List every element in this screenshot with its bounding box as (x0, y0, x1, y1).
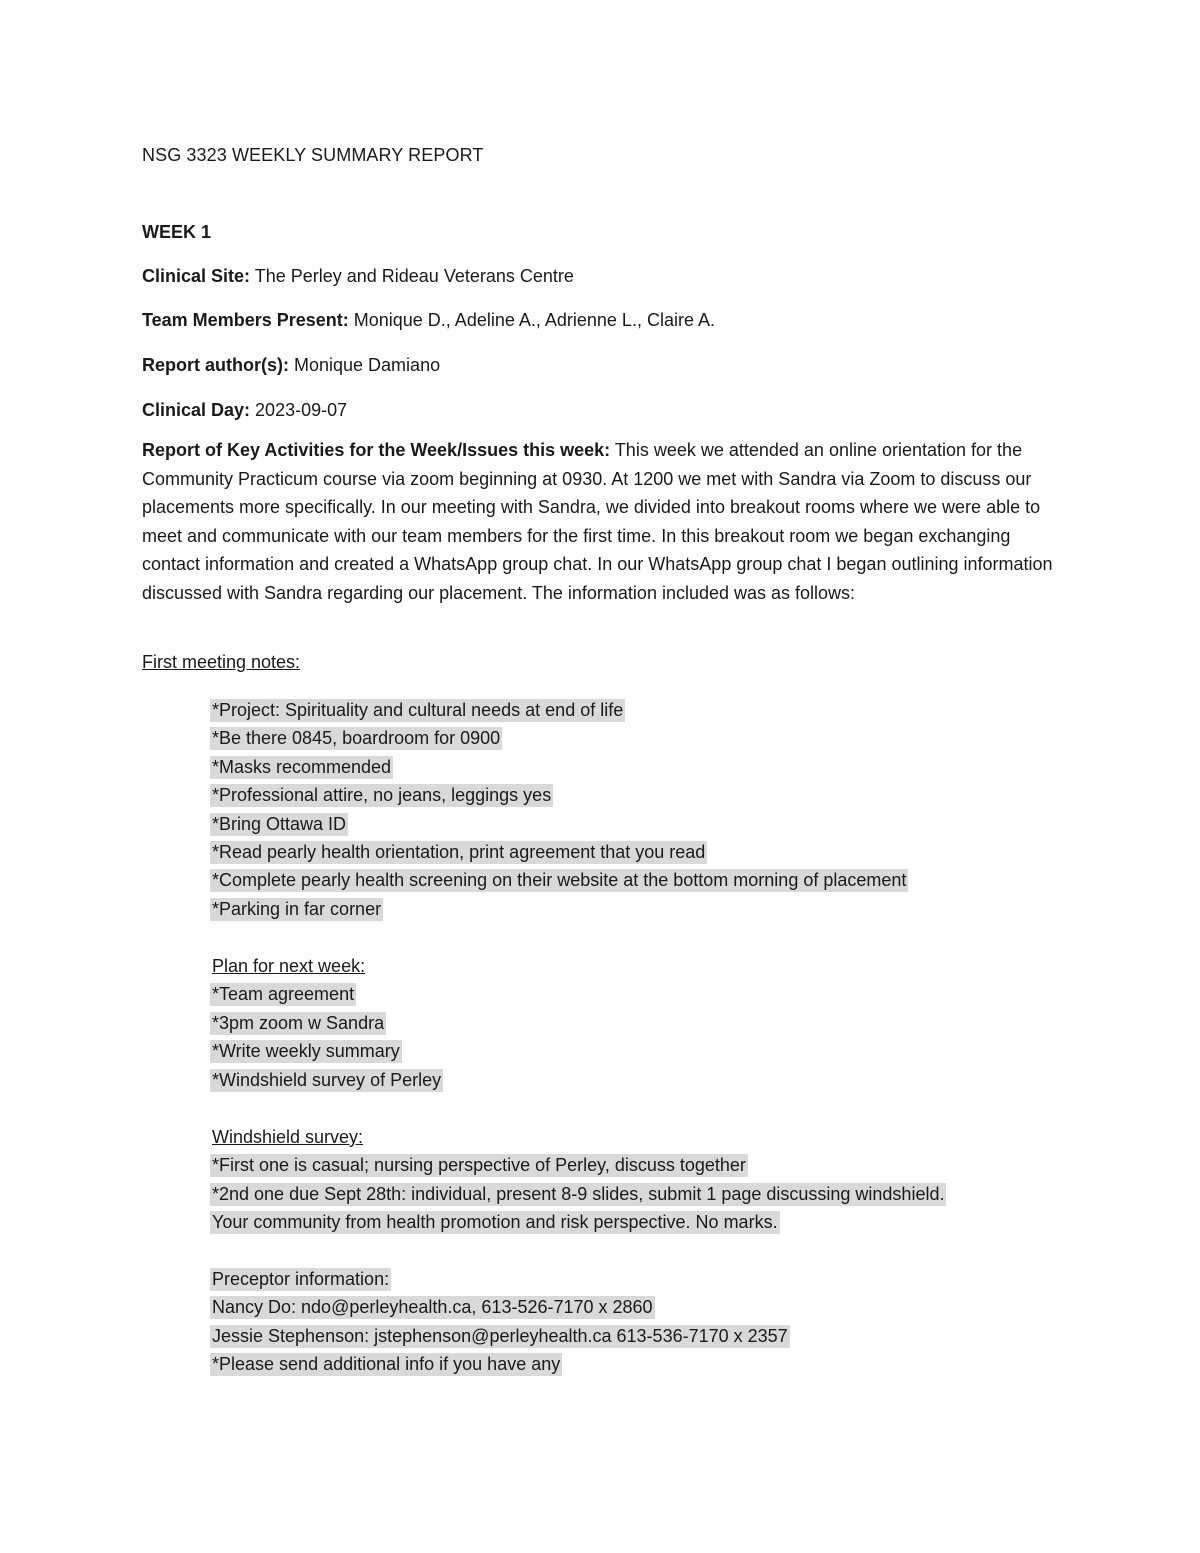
list-item: *Write weekly summary (212, 1041, 400, 1062)
team-members-value: Monique D., Adeline A., Adrienne L., Claire A. (348, 310, 715, 330)
list-item: *Windshield survey of Perley (212, 1069, 442, 1090)
list-item: *Project: Spirituality and cultural needs at end of life (212, 700, 624, 720)
preceptor-info-heading: Preceptor information: (212, 1269, 390, 1289)
windshield-survey-section (212, 1123, 946, 1237)
clinical-site-field (142, 262, 574, 290)
list-item: Jessie Stephenson: jstephenson@perleyhealth.ca 613-536-7170 x 2357 (212, 1325, 788, 1346)
list-item: *Bring Ottawa ID (212, 813, 347, 834)
clinical-site-value: The Perley and Rideau Veterans Centre (250, 266, 574, 286)
report-author-value: Monique Damiano (289, 355, 441, 375)
list-item: *3pm zoom w Sandra (212, 1012, 385, 1033)
list-item: *Read pearly health orientation, print agreement that you read (212, 842, 706, 863)
clinical-site-label: Clinical Site: (142, 266, 251, 286)
clinical-day-label: Clinical Day: (142, 400, 251, 420)
list-item: *Complete pearly health screening on their website at the bottom morning of placement (212, 870, 907, 891)
preceptor-info-section (212, 1265, 790, 1379)
list-item: *Team agreement (212, 984, 355, 1005)
plan-next-week-heading: Plan for next week: (212, 956, 366, 976)
list-item: *Be there 0845, boardroom for 0900 (212, 728, 501, 749)
clinical-day-field (142, 396, 347, 424)
windshield-survey-heading: Windshield survey: (212, 1127, 364, 1147)
list-item: *Please send additional info if you have any (212, 1354, 561, 1375)
week-heading: WEEK 1 (142, 222, 212, 242)
report-author-label: Report author(s): (142, 355, 289, 375)
first-meeting-notes-heading: First meeting notes: (142, 652, 301, 672)
key-activities-text: This week we attended an online orientation for the Community Practicum course via zoom beginning at 0930. At 1200 we met with Sandra via Zoom to discuss our placements more specifically. In our meeting with Sandra, we divided into breakout rooms where we were able to meet and communicate with our team members for the first time. In this breakout room we began exchanging contact information and created a WhatsApp group chat. In our WhatsApp group chat I began outlining information discussed with Sandra regarding our placement. The information included was as follows: (142, 440, 1053, 603)
key-activities-label: Report of Key Activities for the Week/Issues this week: (142, 440, 611, 460)
list-item: Your community from health promotion and risk perspective. No marks. (212, 1212, 778, 1233)
clinical-day-value: 2023-09-07 (250, 400, 348, 420)
list-item: *2nd one due Sept 28th: individual, present 8-9 slides, submit 1 page discussing windshield. (212, 1183, 945, 1204)
team-members-label: Team Members Present: (142, 310, 349, 330)
team-members-field (142, 306, 715, 334)
plan-next-week-section (212, 952, 443, 1094)
document-title: NSG 3323 WEEKLY SUMMARY REPORT (142, 145, 484, 165)
key-activities-paragraph (142, 436, 1062, 607)
report-author-field (142, 351, 440, 379)
list-item: *First one is casual; nursing perspective of Perley, discuss together (212, 1155, 746, 1176)
list-item: *Parking in far corner (212, 898, 382, 919)
list-item: Nancy Do: ndo@perleyhealth.ca, 613-526-7170 x 2860 (212, 1297, 653, 1318)
first-meeting-notes-list (212, 696, 908, 923)
list-item: *Masks recommended (212, 756, 392, 777)
list-item: *Professional attire, no jeans, leggings yes (212, 785, 552, 806)
